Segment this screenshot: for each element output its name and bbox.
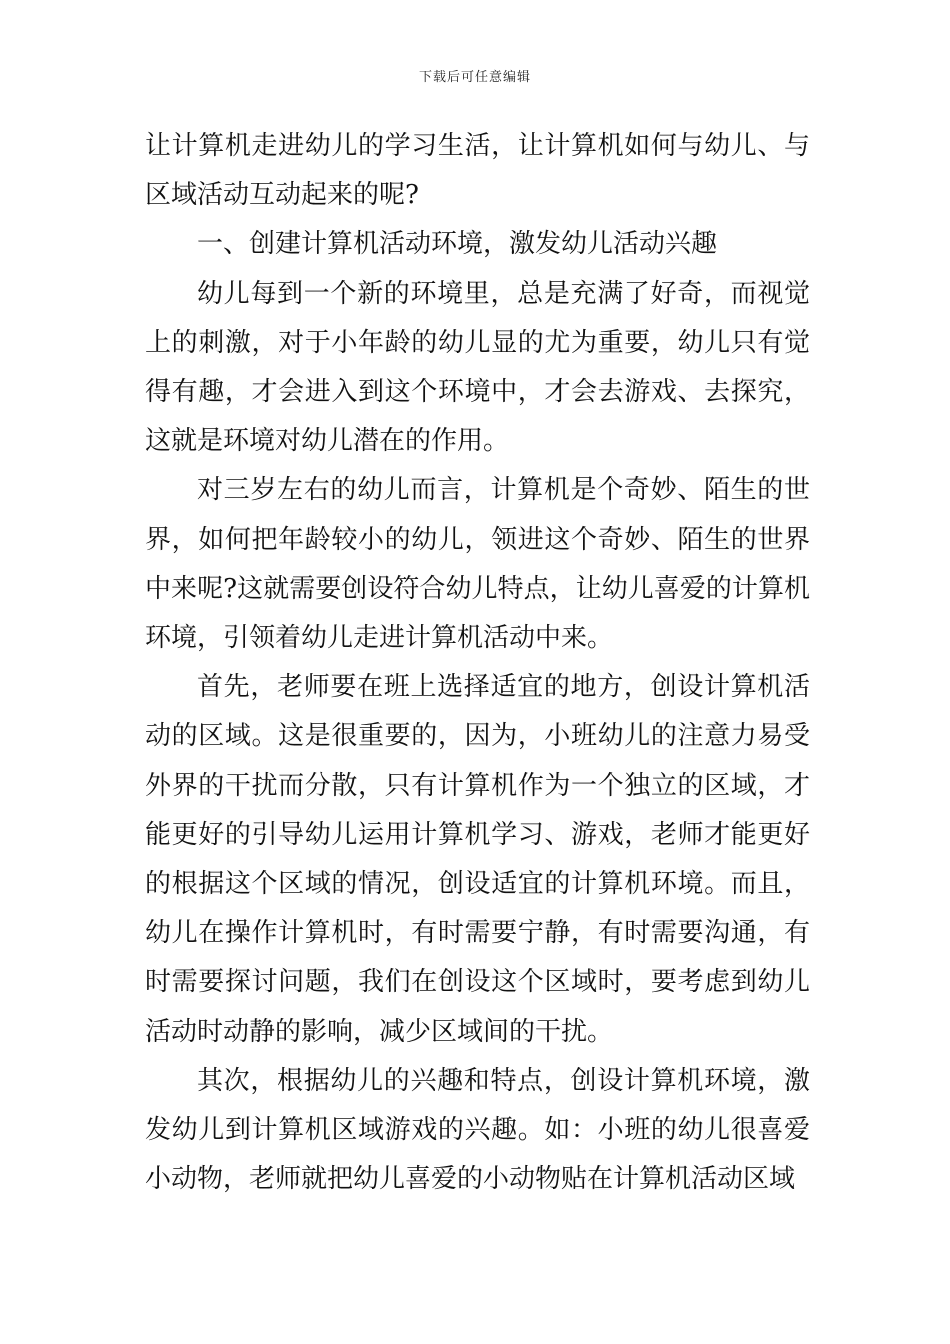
page-header: 下载后可任意编辑	[418, 70, 531, 85]
paragraph-2: 幼儿每到一个新的环境里，总是充满了好奇，而视觉上的刺激，对于小年龄的幼儿显的尤为重要，幼儿只有觉得有趣，才会进入到这个环境中，才会去游戏、去探究，这就是环境对幼儿潜在的作用。	[145, 278, 810, 457]
section-heading: 一、创建计算机活动环境，激发幼儿活动兴趣	[197, 229, 718, 260]
paragraph-3: 对三岁左右的幼儿而言，计算机是个奇妙、陌生的世界，如何把年龄较小的幼儿，领进这个奇妙、陌生的世界中来呢?这就需要创设符合幼儿特点，让幼儿喜爱的计算机环境，引领着幼儿走进计算机活动中来。	[145, 475, 810, 654]
paragraph-5: 其次，根据幼儿的兴趣和特点，创设计算机环境，激发幼儿到计算机区域游戏的兴趣。如：小班的幼儿很喜爱小动物，老师就把幼儿喜爱的小动物贴在计算机活动区域	[145, 1065, 810, 1195]
document-body	[145, 122, 810, 1204]
paragraph-4: 首先，老师要在班上选择适宜的地方，创设计算机活动的区域。这是很重要的，因为，小班幼儿的注意力易受外界的干扰而分散，只有计算机作为一个独立的区域，才能更好的引导幼儿运用计算机学习、游戏，老师才能更好的根据这个区域的情况，创设适宜的计算机环境。而且，幼儿在操作计算机时，有时需要宁静，有时需要沟通，有时需要探讨问题，我们在创设这个区域时，要考虑到幼儿活动时动静的影响，减少区域间的干扰。	[145, 672, 810, 1047]
paragraph-1: 让计算机走进幼儿的学习生活，让计算机如何与幼儿、与区域活动互动起来的呢?	[145, 131, 810, 211]
